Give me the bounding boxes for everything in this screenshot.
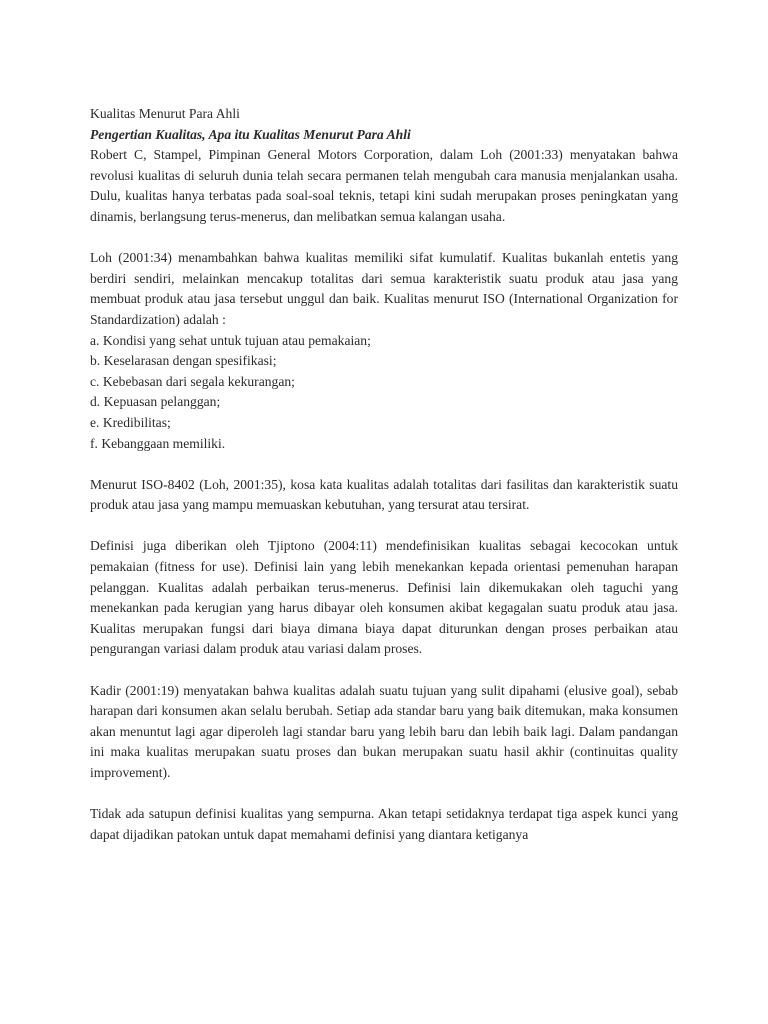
paragraph-1: Robert C, Stampel, Pimpinan General Motors Corporation, dalam Loh (2001:33) menyatakan bahwa revolusi kualitas di seluruh dunia telah secara permanen telah mengubah cara manusia menjalankan usaha. Dulu, kualitas hanya terbatas pada soal-soal teknis, tetapi kini sudah merupakan proses peningkatan yang dinamis, berlangsung terus-menerus, dan melibatkan semua kalangan usaha. [90, 147, 678, 224]
paragraph-gap [90, 784, 678, 805]
list-item: b. Keselarasan dengan spesifikasi; [90, 353, 277, 369]
list-item: d. Kepuasan pelanggan; [90, 394, 221, 410]
document-title: Kualitas Menurut Para Ahli [90, 106, 240, 121]
paragraph-gap [90, 228, 678, 249]
list-item: c. Kebebasan dari segala kekurangan; [90, 373, 295, 389]
list-item: e. Kredibilitas; [90, 414, 171, 430]
paragraph-gap [90, 454, 678, 475]
paragraph-6: Tidak ada satupun definisi kualitas yang sempurna. Akan tetapi setidaknya terdapat tiga aspek kunci yang dapat dijadikan patokan untuk dapat memahami definisi yang diantara ketiganya [90, 806, 678, 842]
document-page [90, 104, 678, 845]
iso-quality-list [90, 331, 678, 455]
list-item: f. Kebanggaan memiliki. [90, 435, 226, 451]
paragraph-3: Menurut ISO-8402 (Loh, 2001:35), kosa kata kualitas adalah totalitas dari fasilitas dan karakteristik suatu produk atau jasa yang mampu memuaskan kebutuhan, yang tersurat atau tersirat. [90, 476, 678, 513]
paragraph-5: Kadir (2001:19) menyatakan bahwa kualitas adalah suatu tujuan yang sulit dipahami (elusive goal), sebab harapan dari konsumen akan selalu berubah. Setiap ada standar baru yang baik ditemukan, maka konsumen akan menuntut lagi agar diperoleh lagi standar baru yang lebih baru dan lebih baik lagi. Dalam pandangan ini maka kualitas merupakan suatu proses dan bukan merupakan suatu hasil akhir (continuitas quality improvement). [90, 682, 678, 780]
paragraph-gap [90, 516, 678, 537]
paragraph-gap [90, 660, 678, 681]
paragraph-4: Definisi juga diberikan oleh Tjiptono (2004:11) mendefinisikan kualitas sebagai kecocokan untuk pemakaian (fitness for use). Definisi lain yang lebih menekankan kepada orientasi pemenuhan harapan pelanggan. Kualitas adalah perbaikan terus-menerus. Definisi lain dikemukakan oleh taguchi yang menekankan pada kerugian yang harus dibayar oleh konsumen akibat kegagalan suatu produk atau jasa. Kualitas merupakan fungsi dari biaya dimana biaya dapat diturunkan dengan proses perbaikan atau pengurangan variasi dalam produk atau variasi dalam proses. [90, 538, 678, 657]
paragraph-2: Loh (2001:34) menambahkan bahwa kualitas memiliki sifat kumulatif. Kualitas bukanlah entetis yang berdiri sendiri, melainkan mencakup totalitas dari semua karakteristik suatu produk atau jasa yang membuat produk atau jasa tersebut unggul dan baik. Kualitas menurut ISO (International Organization for Standardization) adalah : [90, 250, 678, 327]
document-subtitle: Pengertian Kualitas, Apa itu Kualitas Menurut Para Ahli [90, 126, 411, 142]
list-item: a. Kondisi yang sehat untuk tujuan atau pemakaian; [90, 332, 371, 348]
